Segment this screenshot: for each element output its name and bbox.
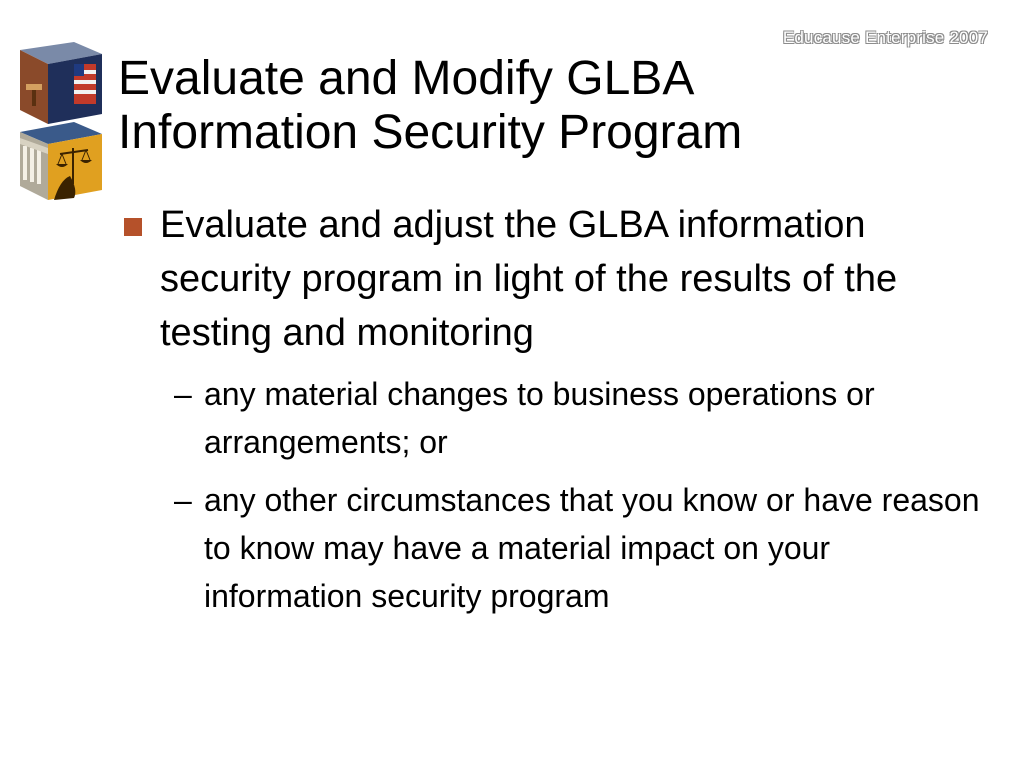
sub-bullet-text: any material changes to business operations or arrangements; or: [204, 376, 875, 460]
sub-bullet: [118, 476, 988, 620]
conference-tag: Educause Enterprise 2007: [782, 28, 988, 47]
sub-bullet-text: any other circumstances that you know or have reason to know may have a material impact on your information security program: [204, 482, 980, 614]
dash-bullet-icon: –: [174, 376, 192, 412]
dash-bullet-icon: –: [174, 482, 192, 518]
main-bullet: [118, 198, 988, 360]
square-bullet-icon: [124, 218, 142, 236]
sub-bullet: [118, 370, 988, 466]
slide-body: [118, 198, 988, 630]
slide-title-line-1: Evaluate and Modify GLBA: [118, 52, 695, 105]
slide-title: [118, 52, 998, 160]
slide-title-line-2: Information Security Program: [118, 106, 743, 159]
law-justice-cube-icon: [14, 40, 106, 206]
main-bullet-text: Evaluate and adjust the GLBA information security program in light of the results of the testing and monitoring: [160, 204, 898, 354]
